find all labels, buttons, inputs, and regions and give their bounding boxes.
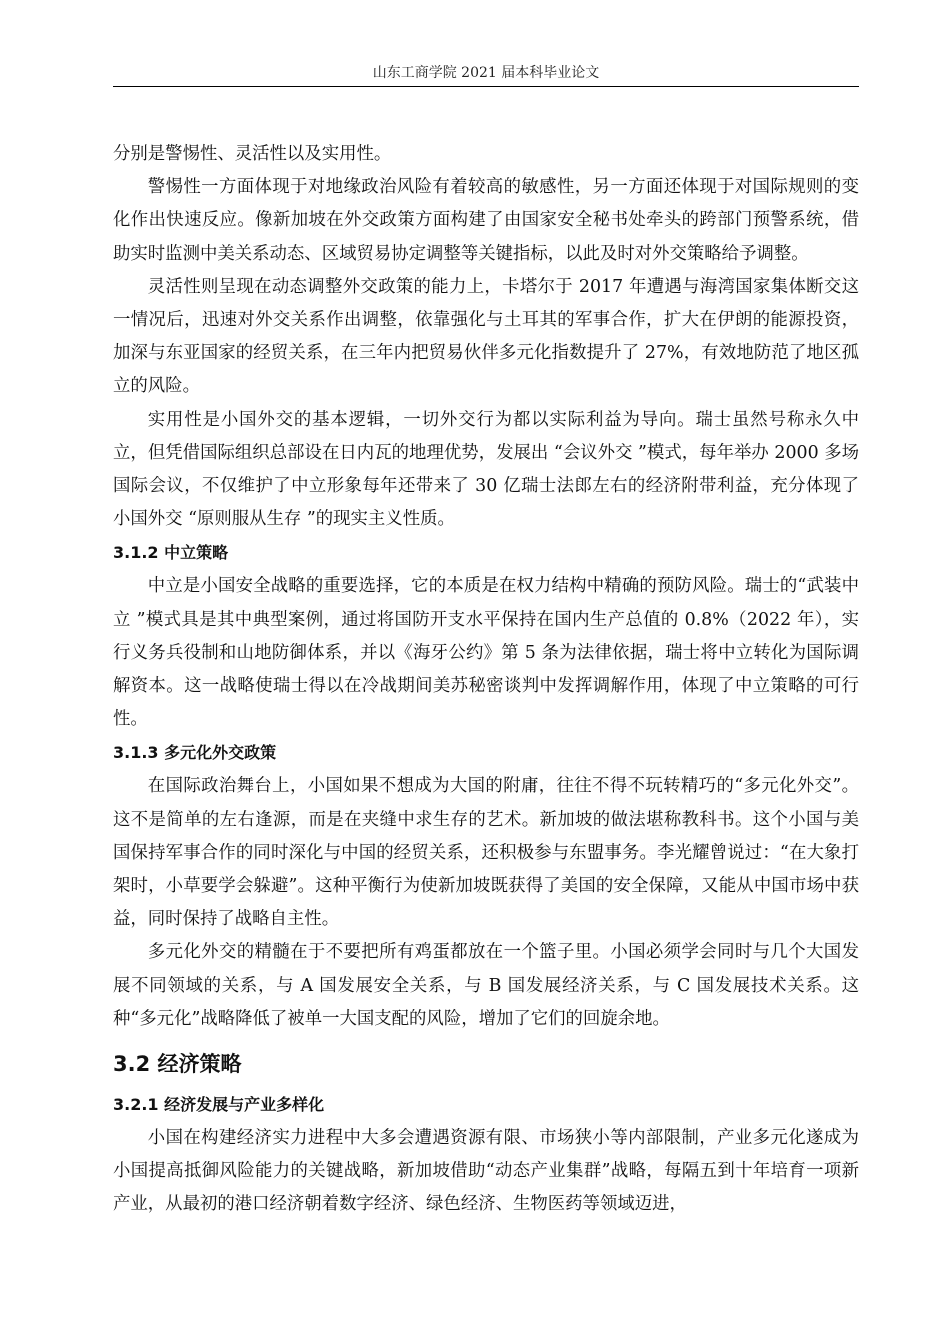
heading-3-2-1: 3.2.1 经济发展与产业多样化 bbox=[113, 1095, 325, 1115]
heading-3-1-2: 3.1.2 中立策略 bbox=[113, 543, 229, 563]
paragraph-neutrality: 中立是小国安全战略的重要选择，它的本质是在权力结构中精确的预防风险。瑞士的“武装中立 ”模式具是其中典型案例，通过将国防开支水平保持在国内生产总值的 0.8%（2022 年），实行义务兵役制和山地防御体系，并以《海牙公约》第 5 条为法律依据，瑞士将中立转化为国际调解资本。这一战略使瑞士得以在冷战期间美苏秘密谈判中发挥调解作用，体现了中立策略的可行性。 bbox=[113, 576, 859, 730]
paragraph-diversified-diplomacy-2: 多元化外交的精髓在于不要把所有鸡蛋都放在一个篮子里。小国必须学会同时与几个大国发展不同领域的关系，与 A 国发展安全关系，与 B 国发展经济关系，与 C 国发展技术关系。这种“多元化”战略降低了被单一大国支配的风险，增加了它们的回旋余地。 bbox=[113, 942, 859, 1029]
heading-3-1-3: 3.1.3 多元化外交政策 bbox=[113, 743, 277, 763]
paragraph-intro: 分别是警惕性、灵活性以及实用性。 bbox=[113, 144, 392, 164]
paragraph-diversified-diplomacy-1: 在国际政治舞台上，小国如果不想成为大国的附庸，往往不得不玩转精巧的“多元化外交”。这不是简单的左右逢源，而是在夹缝中求生存的艺术。新加坡的做法堪称教科书。这个小国与美国保持军事合作的同时深化与中国的经贸关系，还积极参与东盟事务。李光耀曾说过：“在大象打架时，小草要学会躲避”。这种平衡行为使新加坡既获得了美国的安全保障，又能从中国市场中获益，同时保持了战略自主性。 bbox=[113, 776, 859, 930]
paragraph-flexibility: 灵活性则呈现在动态调整外交政策的能力上，卡塔尔于 2017 年遭遇与海湾国家集体断交这一情况后，迅速对外交关系作出调整，依靠强化与土耳其的军事合作，扩大在伊朗的能源投资，加深与东亚国家的经贸关系，在三年内把贸易伙伴多元化指数提升了 27%，有效地防范了地区孤立的风险。 bbox=[113, 276, 859, 397]
paragraph-economic-diversification: 小国在构建经济实力进程中大多会遭遇资源有限、市场狭小等内部限制，产业多元化遂成为小国提高抵御风险能力的关键战略，新加坡借助“动态产业集群”战略，每隔五到十年培育一项新产业，从最初的港口经济朝着数字经济、绿色经济、生物医药等领域迈进， bbox=[113, 1128, 859, 1215]
header-divider bbox=[113, 86, 859, 87]
paragraph-practicality: 实用性是小国外交的基本逻辑，一切外交行为都以实际利益为导向。瑞士虽然号称永久中立，但凭借国际组织总部设在日内瓦的地理优势，发展出 “会议外交 ”模式，每年举办 2000 多场国际会议，不仅维护了中立形象每年还带来了 30 亿瑞士法郎左右的经济附带利益，充分体现了小国外交 “原则服从生存 ”的现实主义性质。 bbox=[113, 409, 859, 530]
page-body bbox=[113, 138, 859, 1222]
heading-3-2: 3.2 经济策略 bbox=[113, 1052, 242, 1077]
running-header: 山东工商学院 2021 届本科毕业论文 bbox=[372, 65, 600, 81]
paragraph-alertness: 警惕性一方面体现于对地缘政治风险有着较高的敏感性，另一方面还体现于对国际规则的变化作出快速反应。像新加坡在外交政策方面构建了由国家安全秘书处牵头的跨部门预警系统，借助实时监测中美关系动态、区域贸易协定调整等关键指标，以此及时对外交策略给予调整。 bbox=[113, 177, 859, 264]
